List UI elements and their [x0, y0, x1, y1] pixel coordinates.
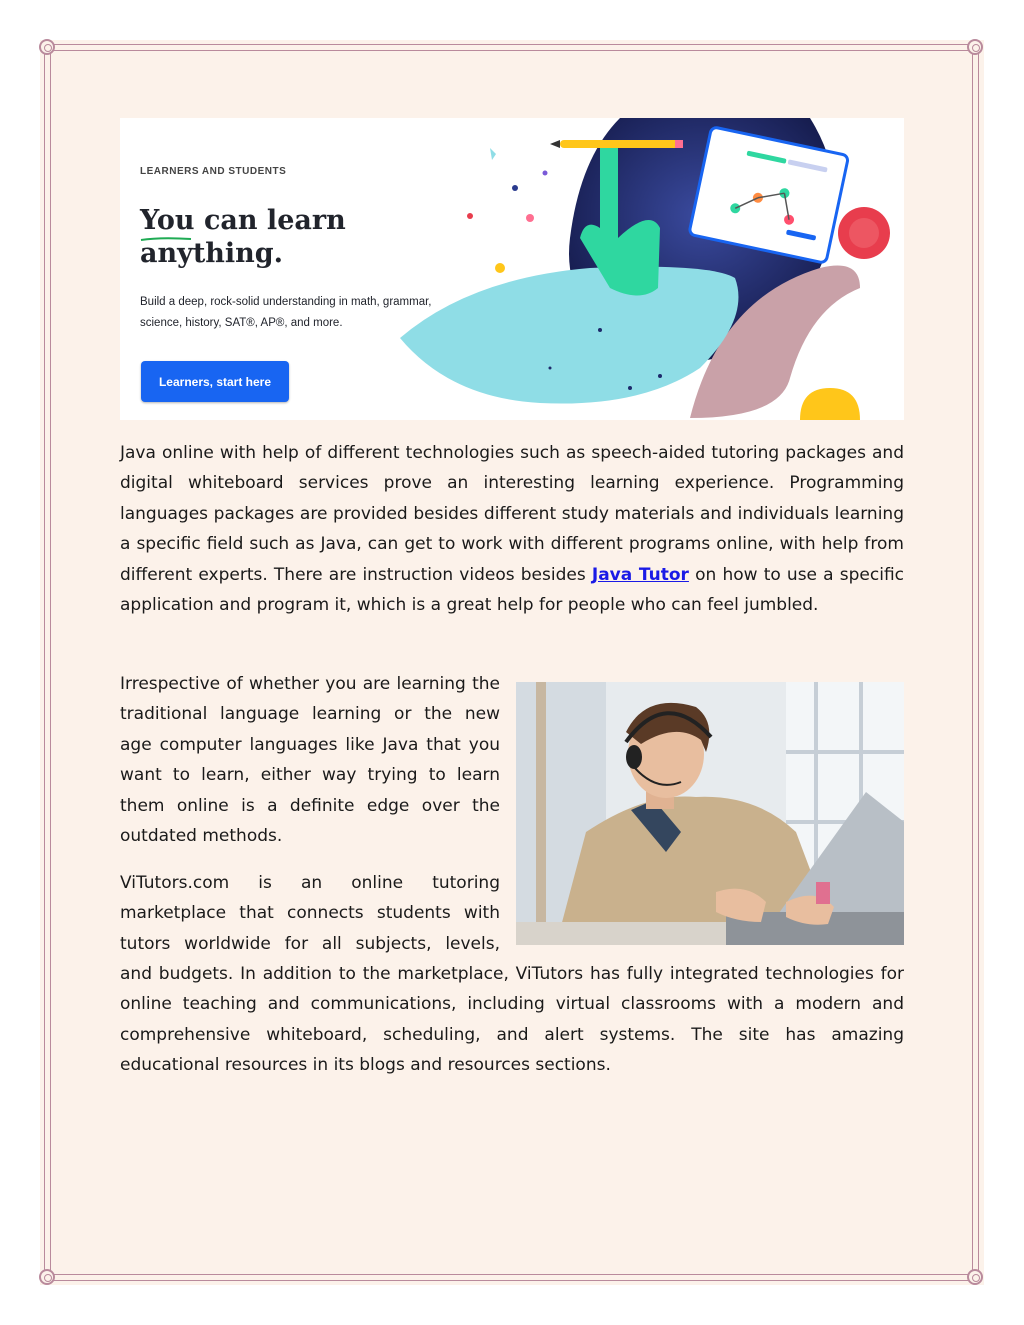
hero-eyebrow: LEARNERS AND STUDENTS	[140, 166, 287, 177]
frame-corner-ornament-bottom-right	[967, 1269, 983, 1285]
paragraph-2: Irrespective of whether you are learning the traditional language learning or the new age computer languages like Java that you want to learn, either way trying to learn them online is a definite edge over the outdated methods.	[120, 674, 500, 847]
hand-pencil-science-illustration	[390, 118, 904, 420]
paragraph-1-text-b: on how to use a specific application and program it, which is a great help for people who can feel jumbled.	[120, 564, 905, 616]
frame-right-outer	[978, 48, 979, 1278]
java-tutor-link[interactable]: Java Tutor	[591, 564, 689, 585]
frame-top-inner	[48, 50, 976, 51]
paragraph-3-continued: and budgets. In addition to the marketplace, ViTutors has fully integrated technologies for online teaching and communications, including virtual classrooms with a modern and comprehensive whiteboard, scheduling, and alert systems. The site has amazing educational resources in its blogs and resources sections.	[120, 964, 904, 1076]
hero-banner-image	[120, 118, 904, 420]
frame-corner-ornament-top-left	[39, 39, 55, 55]
man-with-headset-at-laptop-photo	[516, 682, 904, 945]
frame-top-outer	[48, 44, 976, 45]
frame-corner-ornament-top-right	[967, 39, 983, 55]
paragraph-1-text-a: Java online with help of different technologies such as speech-aided tutoring packages and digital whiteboard services prove an interesting learning experience. Programming languages packages are provided besides different study materials and individuals learning a specific field such as Java, can get to work with different programs online, with help from different experts. There are instruction videos besides	[120, 443, 904, 585]
frame-bottom-outer	[48, 1274, 976, 1275]
hero-headline-line2: anything.	[140, 238, 284, 269]
frame-bottom-inner	[48, 1280, 976, 1281]
frame-left-outer	[44, 48, 45, 1278]
hero-headline-line1: You can learn	[140, 205, 346, 236]
hero-description: Build a deep, rock-solid understanding in math, grammar, science, history, SAT®, AP®, and more.	[140, 296, 432, 329]
frame-corner-ornament-bottom-left	[39, 1269, 55, 1285]
frame-left-inner	[50, 48, 51, 1278]
frame-right-inner	[972, 48, 973, 1278]
paragraph-3-start: ViTutors.com is an online tutoring marketplace that connects students with tutors worldwide for all subjects, levels,	[120, 873, 500, 954]
paragraph-1	[120, 438, 904, 620]
learners-start-button[interactable]: Learners, start here	[141, 361, 289, 402]
headline-underline-scribble	[140, 236, 192, 242]
